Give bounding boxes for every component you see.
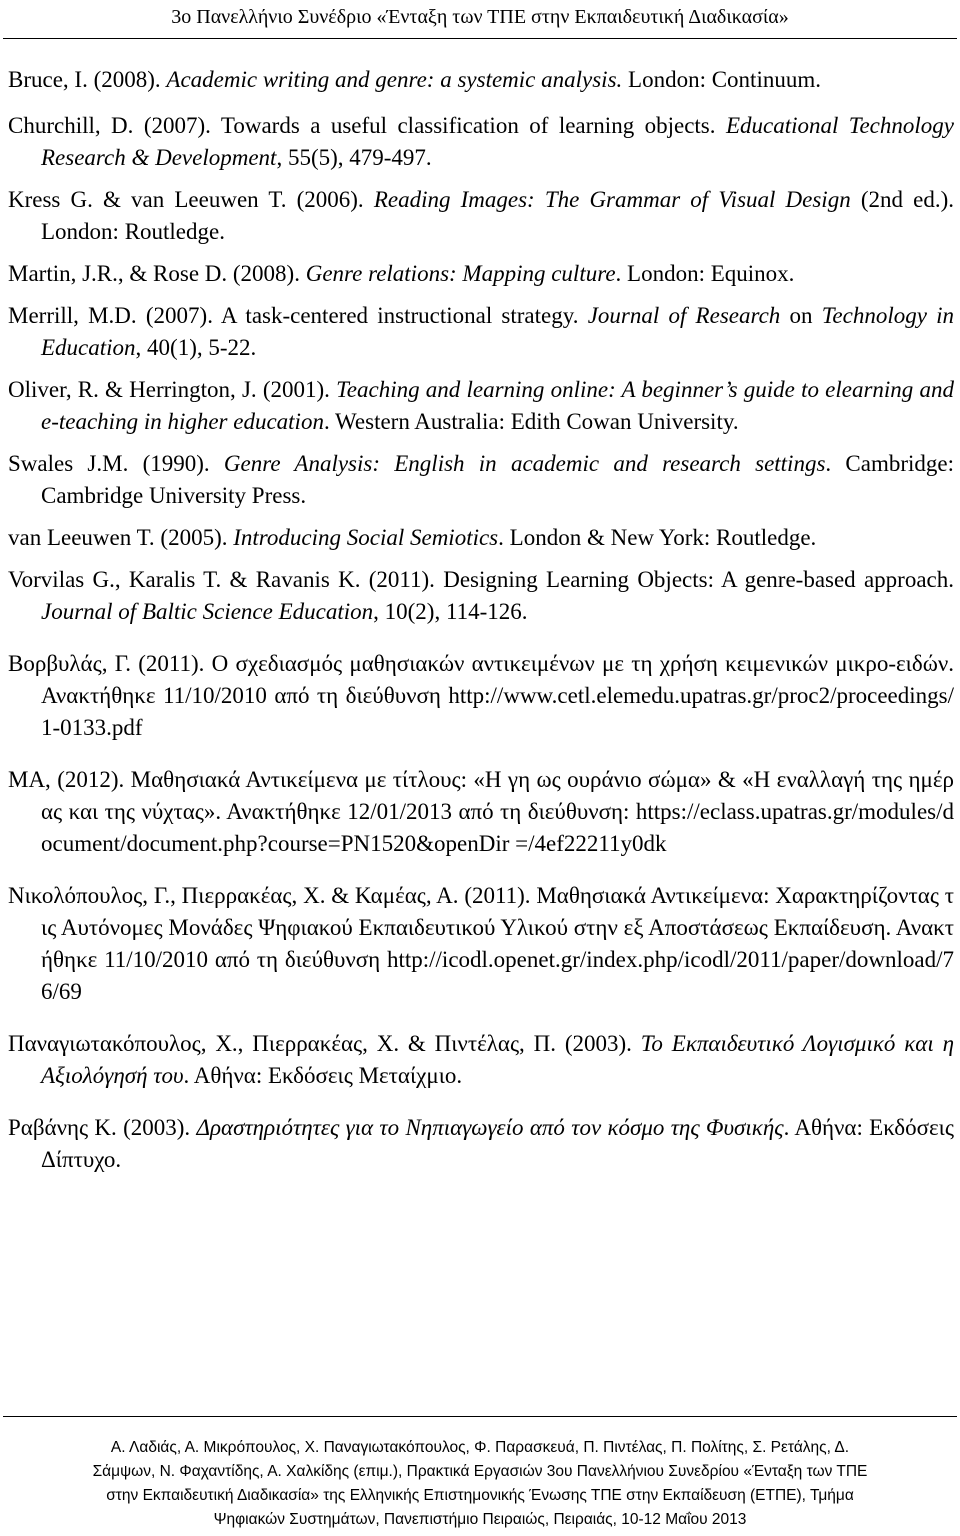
- reference-item: Churchill, D. (2007). Towards a useful classification of learning objects. Educational Technology Research & Development, 55(5), 479-497.: [8, 113, 954, 170]
- reference-item: Παναγιωτακόπουλος, Χ., Πιερρακέας, Χ. & Πιντέλας, Π. (2003). Το Εκπαιδευτικό Λογισμικό και η Αξιολόγησή του. Αθήνα: Εκδόσεις Μεταίχμιο.: [8, 1031, 954, 1088]
- page-footer: [0, 1436, 960, 1532]
- reference-item: ΜΑ, (2012). Μαθησιακά Αντικείμενα με τίτλους: «Η γη ως ουράνιο σώμα» & «Η εναλλαγή της ημέρας και της νύχτας». Ανακτήθηκε 12/01/2013 από τη διεύθυνση: https://eclass.upatras.gr/modules/document/document.php?course=PN1520&openDir =/4ef22211y0dk: [8, 767, 954, 856]
- reference-item: Bruce, I. (2008). Academic writing and genre: a systemic analysis. London: Continuum.: [8, 67, 821, 92]
- reference-item: Swales J.M. (1990). Genre Analysis: English in academic and research settings. Cambridge: Cambridge University Press.: [8, 451, 955, 508]
- running-header-title: 3ο Πανελλήνιο Συνέδριο «Ένταξη των ΤΠΕ στην Εκπαιδευτική Διαδικασία»: [171, 6, 789, 28]
- running-header: [0, 0, 960, 40]
- reference-item: van Leeuwen T. (2005). Introducing Social Semiotics. London & New York: Routledge.: [8, 525, 817, 550]
- reference-list: [8, 64, 954, 1176]
- reference-item: Kress G. & van Leeuwen T. (2006). Reading Images: The Grammar of Visual Design (2nd ed.). London: Routledge.: [8, 187, 954, 244]
- reference-item: Ραβάνης Κ. (2003). Δραστηριότητες για το Νηπιαγωγείο από τον κόσμο της Φυσικής. Αθήνα: Εκδόσεις Δίπτυχο.: [8, 1115, 954, 1172]
- footer-line: Ψηφιακών Συστημάτων, Πανεπιστήμιο Πειραιώς, Πειραιάς, 10-12 Μαΐου 2013: [213, 1511, 747, 1528]
- footer-line: Α. Λαδιάς, Α. Μικρόπουλος, Χ. Παναγιωτακόπουλος, Φ. Παρασκευά, Π. Πιντέλας, Π. Πολίτης, Σ. Ρετάλης, Δ.: [110, 1439, 850, 1456]
- reference-item: Merrill, M.D. (2007). A task-centered instructional strategy. Journal of Research on Technology in Education, 40(1), 5-22.: [8, 303, 955, 360]
- reference-item: Βορβυλάς, Γ. (2011). Ο σχεδιασμός μαθησιακών αντικειμένων με τη χρήση κειμενικών μικρο-ειδών. Ανακτήθηκε 11/10/2010 από τη διεύθυνση http://www.cetl.elemedu.upatras.gr/proc2/proceedings/1-0133.pdf: [8, 651, 954, 740]
- reference-item: Oliver, R. & Herrington, J. (2001). Teaching and learning online: A beginner’s guide to elearning and e-teaching in higher education. Western Australia: Edith Cowan University.: [8, 377, 954, 434]
- reference-item: Νικολόπουλος, Γ., Πιερρακέας, Χ. & Καμέας, Α. (2011). Μαθησιακά Αντικείμενα: Χαρακτηρίζοντας τις Αυτόνομες Μονάδες Ψηφιακού Εκπαιδευτικού Υλικού στην εξ Αποστάσεως Εκπαίδευση. Ανακτήθηκε 11/10/2010 από τη διεύθυνση http://icodl.openet.gr/index.php/icodl/2011/paper/download/76/69: [8, 883, 954, 1004]
- reference-item: Martin, J.R., & Rose D. (2008). Genre relations: Mapping culture. London: Equinox.: [8, 261, 795, 286]
- header-divider: [3, 38, 957, 39]
- footer-line: Σάμψων, Ν. Φαχαντίδης, Α. Χαλκίδης (επιμ.), Πρακτικά Εργασιών 3ου Πανελλήνιου Συνεδρίου «Ένταξη των ΤΠΕ: [92, 1463, 868, 1480]
- footer-line: στην Εκπαιδευτική Διαδικασία» της Ελληνικής Επιστημονικής Ένωσης ΤΠΕ στην Εκπαίδευση (ΕΤΠΕ), Τμήμα: [106, 1487, 854, 1504]
- footer-divider: [3, 1416, 957, 1417]
- reference-item: Vorvilas G., Karalis T. & Ravanis K. (2011). Designing Learning Objects: A genre-based approach. Journal of Baltic Science Education, 10(2), 114-126.: [8, 567, 954, 624]
